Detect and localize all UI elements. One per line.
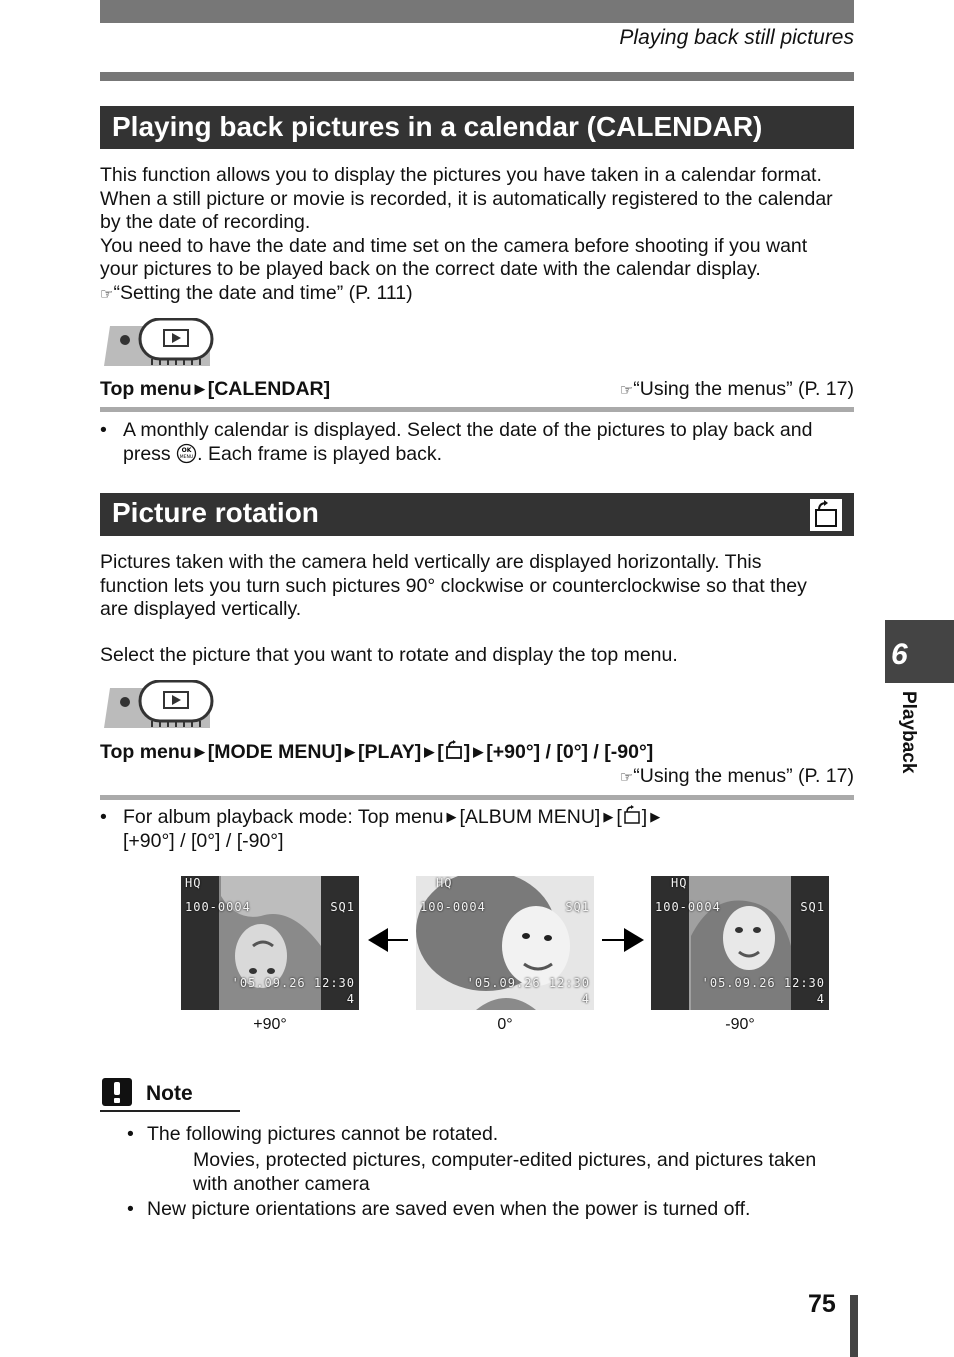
menu-step: ] bbox=[463, 741, 471, 763]
menu-step: [ bbox=[437, 741, 444, 763]
calendar-description bbox=[100, 164, 860, 306]
running-title: Playing back still pictures bbox=[619, 26, 854, 49]
svg-text:MENU: MENU bbox=[179, 455, 194, 460]
image-quality-label: HQ bbox=[436, 876, 453, 890]
frame-count: 4 bbox=[581, 992, 590, 1006]
bullet-text: . Each frame is played back. bbox=[197, 443, 443, 465]
triangle-right-icon: ▶ bbox=[194, 381, 205, 396]
section-title: Picture rotation bbox=[112, 497, 319, 528]
paragraph-line: When a still picture or movie is recorded, it is automatically registered to the calendar bbox=[100, 187, 833, 210]
note-exclamation-icon bbox=[102, 1078, 132, 1106]
rotation-example-0 bbox=[416, 876, 594, 1010]
header-rule bbox=[100, 72, 854, 81]
ok-menu-button-icon bbox=[176, 443, 197, 464]
note-title: Note bbox=[146, 1082, 193, 1105]
caption-0: 0° bbox=[497, 1016, 513, 1033]
paragraph-line: This function allows you to display the pictures you have taken in a calendar format. bbox=[100, 164, 822, 186]
reference-text: “Using the menus” (P. 17) bbox=[633, 765, 854, 787]
rotate-icon bbox=[444, 740, 464, 760]
menu-step: Top menu bbox=[100, 378, 192, 400]
arrow-right-icon bbox=[602, 928, 644, 952]
paragraph-line: You need to have the date and time set on the camera before shooting if you want bbox=[100, 234, 808, 257]
calendar-menu-path bbox=[100, 378, 854, 401]
bullet-text: [+90°] / [0°] / [-90°] bbox=[123, 830, 284, 852]
chapter-tab bbox=[885, 620, 954, 683]
bullet-text: ] bbox=[641, 806, 648, 828]
note-underline bbox=[100, 1110, 240, 1112]
triangle-right-icon: ▶ bbox=[603, 809, 614, 824]
date-time: '05.09.26 12:30 bbox=[701, 976, 825, 990]
image-quality-label: HQ bbox=[185, 876, 202, 890]
header-bar bbox=[100, 0, 854, 23]
frame-count: 4 bbox=[346, 992, 355, 1006]
chapter-number: 6 bbox=[891, 638, 908, 671]
paragraph-line: are displayed vertically. bbox=[100, 598, 302, 620]
note-text: New picture orientations are saved even when the power is turned off. bbox=[147, 1198, 751, 1220]
page-number: 75 bbox=[808, 1290, 836, 1318]
note-text: The following pictures cannot be rotated. bbox=[147, 1123, 499, 1145]
triangle-right-icon: ▶ bbox=[446, 809, 457, 824]
menu-rule bbox=[100, 407, 854, 412]
paragraph-line: function lets you turn such pictures 90° clockwise or counterclockwise so that they bbox=[100, 574, 807, 597]
page-number-bar bbox=[850, 1295, 858, 1357]
paragraph-line: Select the picture that you want to rotate and display the top menu. bbox=[100, 643, 678, 666]
menu-rule bbox=[100, 795, 854, 800]
reference-hand-icon: ☞ bbox=[619, 381, 632, 399]
rotation-example-plus90 bbox=[181, 876, 359, 1010]
menu-step: [CALENDAR] bbox=[207, 378, 331, 400]
chapter-label: Playback bbox=[898, 691, 919, 774]
bullet-text: press bbox=[123, 443, 171, 465]
bullet-text: [ bbox=[616, 806, 622, 828]
reference-text: “Using the menus” (P. 17) bbox=[633, 378, 854, 400]
triangle-right-icon: ▶ bbox=[424, 744, 435, 759]
caption-minus90: -90° bbox=[725, 1016, 755, 1033]
paragraph-line: by the date of recording. bbox=[100, 211, 311, 233]
triangle-right-icon: ▶ bbox=[473, 744, 484, 759]
triangle-right-icon: ▶ bbox=[650, 809, 661, 824]
section-heading-calendar: Playing back pictures in a calendar (CALENDAR) bbox=[100, 106, 854, 149]
bullet-text: For album playback mode: Top menu bbox=[123, 806, 444, 828]
bullet-text: [ALBUM MENU] bbox=[459, 806, 601, 828]
reference-hand-icon: ☞ bbox=[100, 284, 112, 303]
date-time: '05.09.26 12:30 bbox=[231, 976, 355, 990]
menu-step: [PLAY] bbox=[358, 741, 422, 763]
note-subtext bbox=[193, 1148, 873, 1196]
frame-count: 4 bbox=[816, 992, 825, 1006]
note-item: • The following pictures cannot be rotated. bbox=[127, 1123, 499, 1145]
menu-step: [MODE MENU] bbox=[207, 741, 343, 763]
playback-mode-dial-icon bbox=[102, 318, 214, 368]
paragraph-line: your pictures to be played back on the correct date with the calendar display. bbox=[100, 258, 761, 280]
file-number: 100-0004 bbox=[420, 900, 486, 914]
caption-plus90: +90° bbox=[253, 1016, 287, 1033]
cross-reference bbox=[100, 282, 860, 307]
arrow-left-icon bbox=[368, 928, 410, 952]
triangle-right-icon: ▶ bbox=[345, 744, 356, 759]
rotate-icon bbox=[810, 499, 842, 531]
playback-mode-dial-icon bbox=[102, 680, 214, 730]
reference-hand-icon: ☞ bbox=[619, 768, 632, 786]
reference-text: “Setting the date and time” (P. 111) bbox=[113, 281, 413, 304]
list-item: • A monthly calendar is displayed. Select the date of the pictures to play back and press OK MENU . Each frame is played back. bbox=[100, 419, 813, 465]
image-quality-label: HQ bbox=[671, 876, 688, 890]
bullet-text: A monthly calendar is displayed. Select the date of the pictures to play back and bbox=[123, 419, 813, 441]
rotation-menu-reference bbox=[100, 765, 854, 788]
list-item: • For album playback mode: Top menu ▶ [ALBUM MENU] ▶ [ ] ▶ [+90°] / [0°] / [-90°] bbox=[100, 806, 661, 852]
menu-reference bbox=[620, 378, 854, 401]
triangle-right-icon: ▶ bbox=[194, 744, 205, 759]
record-mode: SQ1 bbox=[330, 900, 355, 914]
section-heading-rotation bbox=[100, 493, 854, 536]
record-mode: SQ1 bbox=[565, 900, 590, 914]
note-item: • New picture orientations are saved even when the power is turned off. bbox=[127, 1198, 751, 1220]
menu-step: [+90°] / [0°] / [-90°] bbox=[486, 741, 654, 763]
chapter-label-container bbox=[870, 690, 930, 800]
date-time: '05.09.26 12:30 bbox=[466, 976, 590, 990]
note-text: Movies, protected pictures, computer-edited pictures, and pictures taken bbox=[193, 1149, 817, 1171]
record-mode: SQ1 bbox=[800, 900, 825, 914]
rotation-example-minus90 bbox=[651, 876, 829, 1010]
note-text: with another camera bbox=[193, 1173, 370, 1195]
rotation-description bbox=[100, 551, 860, 667]
rotation-menu-path bbox=[100, 740, 854, 764]
paragraph-line: Pictures taken with the camera held vertically are displayed horizontally. This bbox=[100, 551, 762, 573]
rotate-icon bbox=[622, 805, 642, 825]
file-number: 100-0004 bbox=[185, 900, 251, 914]
file-number: 100-0004 bbox=[655, 900, 721, 914]
svg-text:OK: OK bbox=[181, 447, 192, 454]
menu-step: Top menu bbox=[100, 741, 192, 763]
